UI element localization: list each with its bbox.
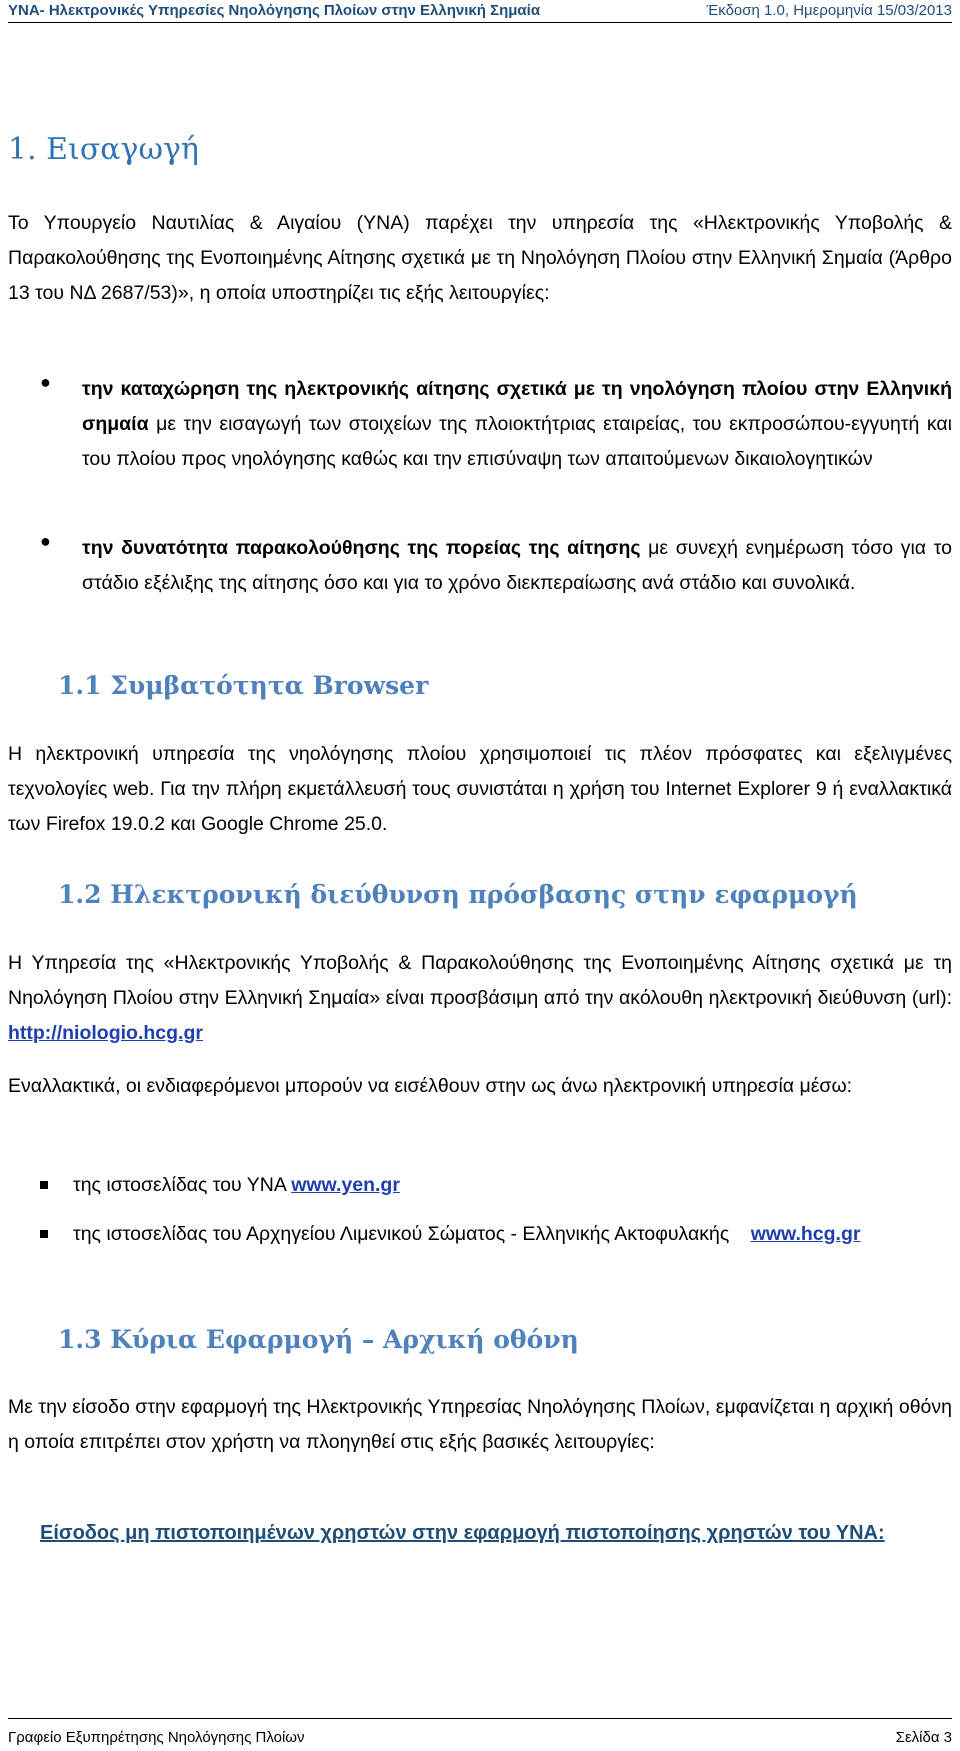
url-paragraph-text: Η Υπηρεσία της «Ηλεκτρονικής Υποβολής & Παρακολούθησης της Ενοποιημένης Αίτησης σχετικά με τη Νηολόγηση Πλοίου στην Ελληνική Σημαία» είναι προσβάσιμη από την ακόλουθη ηλεκτρονική διεύθυνση (url): — [8, 952, 952, 1009]
alternative-paragraph: Εναλλακτικά, οι ενδιαφερόμενοι μπορούν να εισέλθουν στην ως άνω ηλεκτρονική υπηρεσία μέσω: — [8, 1075, 853, 1097]
page-footer — [8, 1718, 952, 1751]
bullet-text: με την εισαγωγή των στοιχείων της πλοιοκτήτριας εταιρείας, του εκπροσώπου-εγγυητή και του πλοίου προς νηολόγησης καθώς και την επισύναψη των απαιτούμενων δικαιολογητικών — [82, 413, 952, 470]
non-certified-users-subheading: Είσοδος μη πιστοποιημένων χρηστών στην εφαρμογή πιστοποίησης χρηστών του ΥΝΑ: — [40, 1522, 885, 1544]
bullet-text: με συνεχή ενημέρωση τόσο για το στάδιο εξέλιξης της αίτησης όσο και για το χρόνο διεκπεραίωσης ανά στάδιο και συνολικά. — [82, 537, 952, 594]
section-heading-1-2: 1.2 Ηλεκτρονική διεύθυνση πρόσβασης στην εφαρμογή — [58, 880, 858, 909]
document-title: ΥΝΑ- Ηλεκτρονικές Υπηρεσίες Νηολόγησης Πλοίων στην Ελληνική Σημαία — [8, 2, 541, 19]
intro-paragraph: Το Υπουργείο Ναυτιλίας & Αιγαίου (ΥΝΑ) παρέχει την υπηρεσία της «Ηλεκτρονικής Υποβολής & Παρακολούθησης της Ενοποιημένης Αίτησης σχετικά με τη Νηολόγηση Πλοίου στην Ελληνική Σημαία (Άρθρο 13 του ΝΔ 2687/53)», η οποία υποστηρίζει τις εξής λειτουργίες: — [8, 212, 952, 304]
niologio-link[interactable]: http://niologio.hcg.gr — [8, 1022, 203, 1044]
yen-link[interactable]: www.yen.gr — [291, 1174, 400, 1196]
url-paragraph — [8, 946, 952, 1051]
square-bullet-icon — [40, 1181, 48, 1189]
browser-paragraph: Η ηλεκτρονική υπηρεσία της νηολόγησης πλοίου χρησιμοποιεί τις πλέον πρόσφατες και εξελιγμένες τεχνολογίες web. Για την πλήρη εκμετάλλευσή τους συνιστάται η χρήση του Internet Explorer 9 ή εναλλακτικά των Firefox 19.0.2 και Google Chrome 25.0. — [8, 743, 952, 835]
link-prefix: της ιστοσελίδας του Αρχηγείου Λιμενικού Σώματος - Ελληνικής Ακτοφυλακής — [73, 1223, 735, 1245]
page-number: Σελίδα 3 — [895, 1729, 952, 1746]
bullet-bold-text: την δυνατότητα παρακολούθησης της πορείας της αίτησης — [82, 537, 641, 559]
link-prefix: της ιστοσελίδας του ΥΝΑ — [73, 1174, 292, 1196]
section-heading-1-3: 1.3 Κύρια Εφαρμογή – Αρχική οθόνη — [58, 1325, 579, 1354]
main-screen-paragraph: Με την είσοδο στην εφαρμογή της Ηλεκτρονικής Υπηρεσίας Νηολόγησης Πλοίων, εμφανίζεται η αρχική οθόνη η οποία επιτρέπει στον χρήστη να πλοηγηθεί στις εξής βασικές λειτουργίες: — [8, 1396, 952, 1453]
bullet-bold-text: την καταχώρηση της ηλεκτρονικής αίτησης σχετικά με τη νηολόγηση πλοίου στην Ελληνική σημαία — [82, 378, 952, 435]
document-version: Έκδοση 1.0, Ημερομηνία 15/03/2013 — [706, 2, 952, 19]
bullet-icon: ● — [40, 531, 51, 551]
hcg-link[interactable]: www.hcg.gr — [750, 1223, 861, 1245]
section-heading-1-1: 1.1 Συμβατότητα Browser — [58, 671, 429, 700]
square-bullet-icon — [40, 1230, 48, 1238]
page-header — [8, 0, 952, 23]
bullet-icon: ● — [40, 372, 51, 392]
section-heading-1: 1. Εισαγωγή — [8, 132, 199, 167]
footer-office: Γραφείο Εξυπηρέτησης Νηολόγησης Πλοίων — [8, 1729, 305, 1746]
